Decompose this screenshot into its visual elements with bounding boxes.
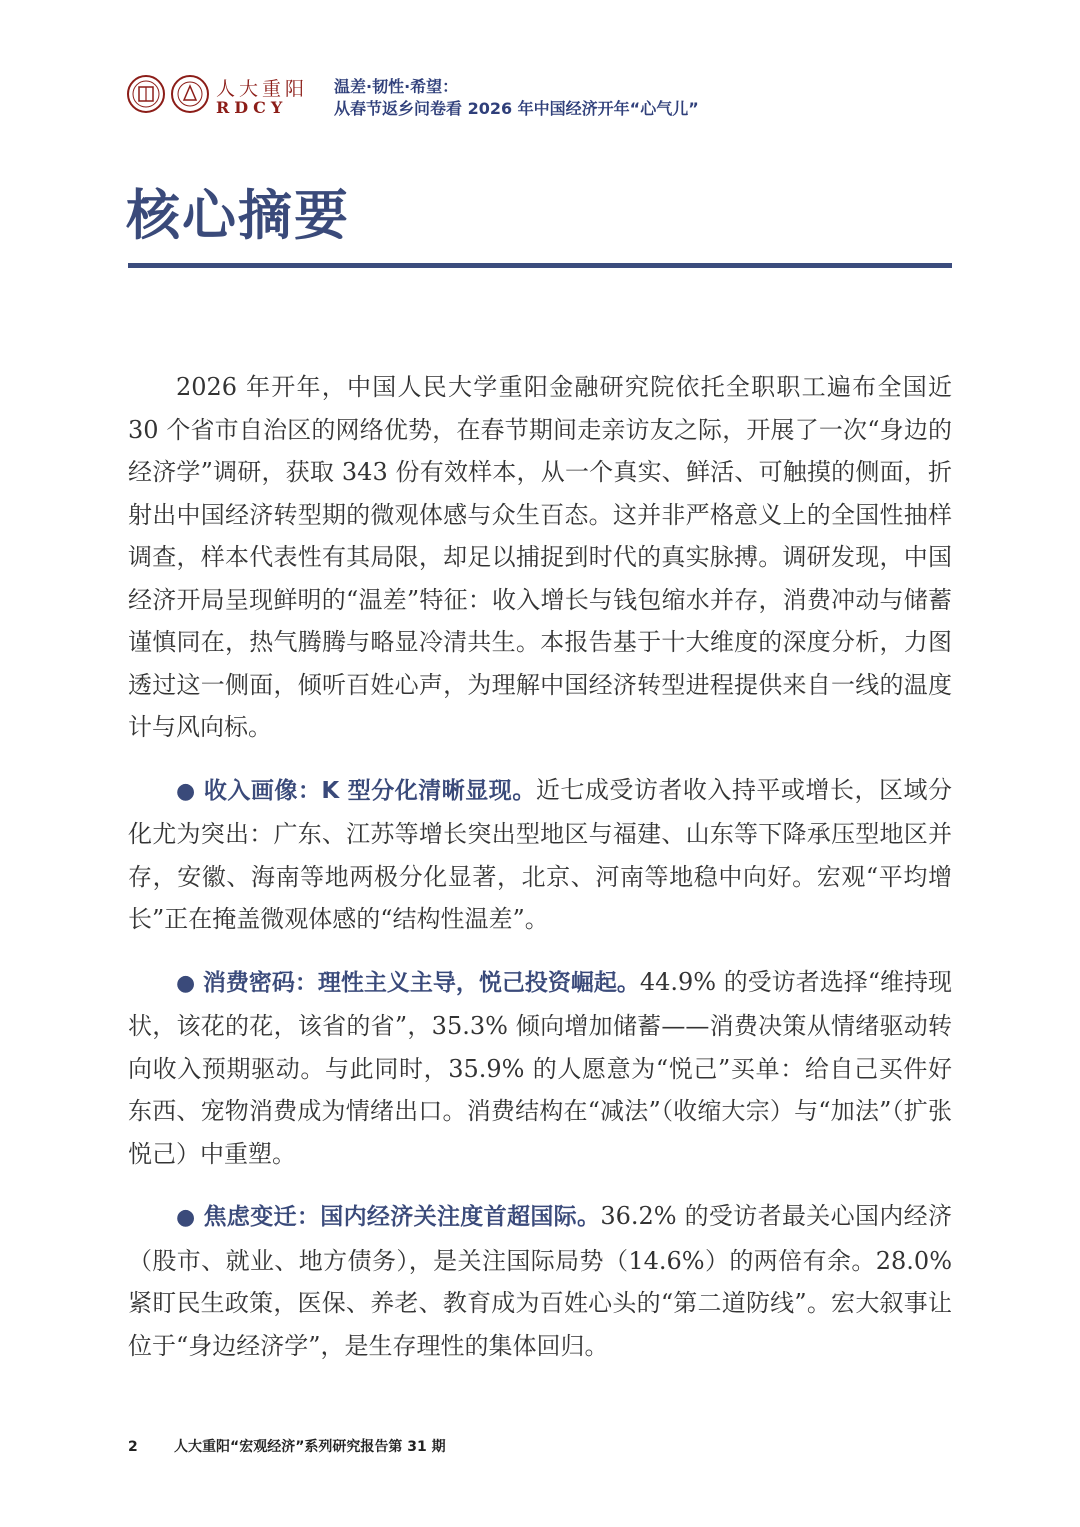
bullet-body: 近七成受访者收入持平或增长，区域分化尤为突出：广东、江苏等增长突出型地区与福建、山东等下降承压型地区并存，安徽、海南等地两极分化显著，北京、河南等地稳中向好。宏观“平均增长”正在掩盖微观体感的“结构性温差”。: [128, 775, 952, 933]
bullet-lead: 焦虑变迁：国内经济关注度首超国际。: [203, 1204, 601, 1230]
rdcy-logo: [126, 74, 309, 118]
intro-paragraph: 2026 年开年，中国人民大学重阳金融研究院依托全职职工遍布全国近 30 个省市自治区的网络优势，在春节期间走亲访友之际，开展了一次“身边的经济学”调研，获取 343 份有效样本，从一个真实、鲜活、可触摸的侧面，折射出中国经济转型期的微观体感与众生百态。这并非严格意义上的全国性抽样调查，样本代表性有其局限，却足以捕捉到时代的真实脉搏。调研发现，中国经济开局呈现鲜明的“温差”特征：收入增长与钱包缩水并存，消费冲动与储蓄谨慎同在，热气腾腾与略显冷清共生。本报告基于十大维度的深度分析，力图透过这一侧面，倾听百姓心声，为理解中国经济转型进程提供来自一线的温度计与风向标。: [128, 373, 952, 741]
report-title: [334, 76, 699, 120]
page-title: 核心摘要: [126, 184, 350, 247]
bullet-lead: 收入画像：K 型分化清晰显现。: [203, 777, 536, 804]
seal-emblem-icon: [126, 74, 166, 114]
bullet-body: 44.9% 的受访者选择“维持现状，该花的花，该省的省”，35.3% 倾向增加储蓄——消费决策从情绪驱动转向收入预期驱动。与此同时，35.9% 的人愿意为“悦己”买单：给自己买件好东西、宠物消费成为情绪出口。消费结构在“减法”（收缩大宗）与“加法”（扩张悦己）中重塑。: [128, 967, 953, 1168]
page-header: [126, 72, 956, 124]
bullet-anxiety: [128, 1195, 952, 1367]
page-footer: [128, 1436, 446, 1456]
page-number: 2: [128, 1439, 138, 1455]
bullet-consumption: [128, 961, 952, 1176]
title-divider: [128, 263, 952, 268]
bullet-lead: 消费密码：理性主义主导，悦己投资崛起。: [202, 969, 640, 996]
bullet-income: [128, 769, 952, 941]
bullet-body: 36.2% 的受访者最关心国内经济（股市、就业、地方债务），是关注国际局势（14.6%）的两倍有余。28.0% 紧盯民生政策，医保、养老、教育成为百姓心头的“第二道防线”。宏大叙事让位于“身边经济学”，是生存理性的集体回归。: [128, 1202, 952, 1360]
university-seal-icon: [170, 74, 210, 114]
logo-text-en: RDCY: [216, 98, 288, 117]
bullet-dot-icon: ●: [176, 1205, 196, 1230]
series-label: 人大重阳“宏观经济”系列研究报告第 31 期: [174, 1439, 446, 1455]
report-title-line2: 从春节返乡问卷看 2026 年中国经济开年“心气儿”: [334, 99, 699, 118]
report-title-line1: 温差·韧性·希望：: [334, 77, 459, 96]
summary-content: [128, 366, 952, 1367]
bullet-dot-icon: ●: [176, 778, 196, 804]
bullet-dot-icon: ●: [176, 970, 196, 996]
logo-text-cn: 人大重阳: [216, 78, 309, 100]
